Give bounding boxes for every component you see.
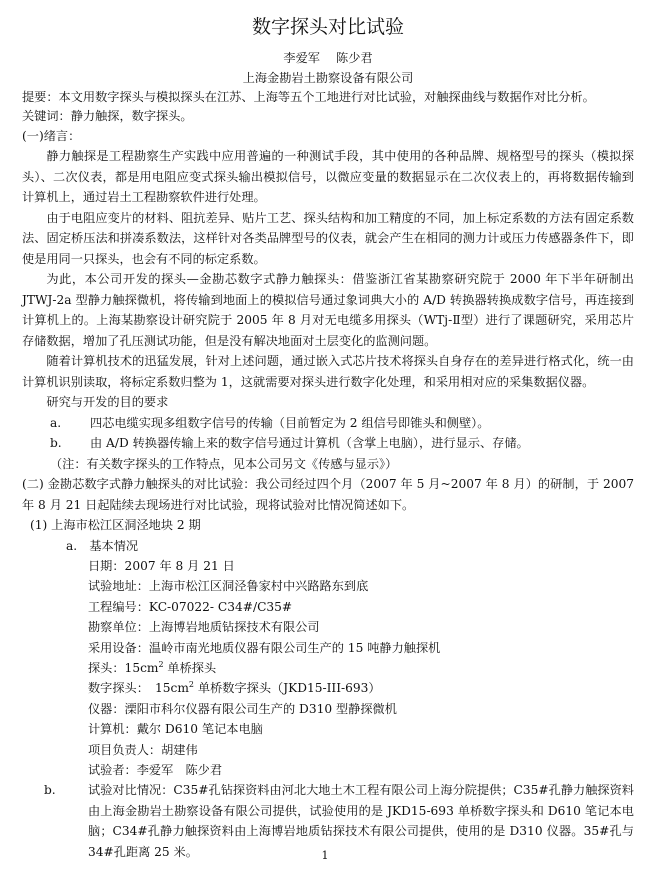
probe-suffix: 单桥探头 xyxy=(163,661,217,676)
keywords: 关键词：静力触探，数字探头。 xyxy=(22,109,193,123)
list-marker: a. xyxy=(50,415,62,430)
field-project-number: 工程编号：KC-07022- C34#/C35# xyxy=(88,599,293,614)
note: （注：有关数字探头的工作特点，见本公司另文《传感与显示》） xyxy=(50,456,398,471)
field-address: 试验地址：上海市松江区洞泾鲁家村中兴路路东到底 xyxy=(88,579,369,594)
superscript: 2 xyxy=(158,659,164,669)
field-project-lead: 项目负责人：胡建伟 xyxy=(88,742,198,757)
field-computer: 计算机：戴尔 D610 笔记本电脑 xyxy=(88,722,263,737)
field-survey-unit: 勘察单位：上海博岩地质钻探技术有限公司 xyxy=(88,620,320,635)
affiliation: 上海金勘岩土勘察设备有限公司 xyxy=(242,71,414,85)
page-number: 1 xyxy=(321,849,329,862)
subheading-goals: 研究与开发的目的要求 xyxy=(46,395,169,409)
field-probe xyxy=(22,658,634,678)
section-1-heading: (一)绪言： xyxy=(22,129,81,143)
subheading-basic-info: a. 基本情况 xyxy=(66,538,139,553)
comparison-text: 试验对比情况：C35#孔钻探资料由河北大地土木工程有限公司上海分院提供；C35#孔静力触探资料由上海金勘岩土勘察设备有限公司提供，试验使用的是 JKD15-693 单桥数字探头和 D610 笔记本电脑；C34#孔静力触探资料由上海博岩地质钻探技术有限公司提供，使用的是 D310 仪器。35#孔与 34#孔距离 25 米。 xyxy=(88,783,634,859)
document-page xyxy=(22,14,634,862)
authors: 李爱军 陈少君 xyxy=(283,51,373,65)
digital-probe-suffix: 单桥数字探头（JKD15-III-693） xyxy=(194,681,381,696)
field-digital-probe xyxy=(22,678,634,698)
list-item xyxy=(22,413,634,434)
paragraph: 为此，本公司开发的探头—金勘芯数字式静力触探头：借鉴浙江省某勘察研究院于 2000 年下半年研制出JTWJ-2a 型静力触探微机，将传输到地面上的模拟信号通过象词典大小的 A/D 转换器转换成数字信号，再连接到计算机上的。上海某勘察设计研究院于 2005 年 8 月对无电缆多用探头（WTj-Ⅱ型）进行了课题研究，采用芯片存储数据，增加了孔压测试功能，但是没有解决地面对土层变化的监测问题。 xyxy=(22,272,634,348)
abstract: 提要：本文用数字探头与模拟探头在江苏、上海等五个工地进行对比试验，对触探曲线与数据作对比分析。 xyxy=(22,90,595,104)
paragraph: 由于电阻应变片的材料、阻抗差异、贴片工艺、探头结构和加工精度的不同，加上标定系数的方法有固定系数法、固定桥压法和拼凑系数法，这样针对各类品牌型号的仪表，就会产生在相同的测力计或压力传感器条件下，即使是用同一只探头，也会有不同的标定系数。 xyxy=(22,210,634,266)
paper-title: 数字探头对比试验 xyxy=(251,16,404,38)
list-marker: b. xyxy=(44,783,56,798)
field-equipment: 采用设备：温岭市南光地质仪器有限公司生产的 15 吨静力触探机 xyxy=(88,640,441,655)
paragraph: 随着计算机技术的迅猛发展，针对上述问题，通过嵌入式芯片技术将探头自身存在的差异进行格式化，统一由计算机识别读取，将标定系数归整为 1，这就需要对探头进行数字化处理，和采用相对应的采集数据仪器。 xyxy=(22,354,634,389)
paragraph: 静力触探是工程勘察生产实践中应用普遍的一种测试手段，其中使用的各种品牌、规格型号的探头（模拟探头）、二次仪表，都是用电阻应变式探头输出模拟信号，以微应变量的数据显示在二次仪表上的，再将数据传输到计算机上，通过岩土工程勘察软件进行处理。 xyxy=(22,149,634,204)
field-instrument: 仪器：溧阳市科尔仪器有限公司生产的 D310 型静探微机 xyxy=(88,701,397,716)
superscript: 2 xyxy=(188,680,195,690)
digital-probe-prefix: 数字探头： 15cm xyxy=(88,681,189,696)
probe-prefix: 探头：15cm xyxy=(88,661,159,676)
list-item xyxy=(22,433,634,454)
list-marker: b. xyxy=(50,436,62,450)
site-heading: (1) 上海市松江区洞泾地块 2 期 xyxy=(30,518,201,532)
field-date: 日期：2007 年 8 月 21 日 xyxy=(88,559,235,573)
list-item-text: 四芯电缆实现多组数字信号的传输（目前暂定为 2 组信号即锥头和侧壁）。 xyxy=(90,415,490,430)
field-testers: 试验者：李爱军 陈少君 xyxy=(88,763,223,778)
list-item-text: 由 A/D 转换器传输上来的数字信号通过计算机（含掌上电脑），进行显示、存储。 xyxy=(90,436,529,450)
section-2-intro: (二) 金勘芯数字式静力触探头的对比试验：我公司经过四个月（2007 年 5 月~2007 年 8 月）的研制，于 2007 年 8 月 21 日起陆续去现场进行对比试验，现将试验对比情况简述如下。 xyxy=(22,477,634,512)
